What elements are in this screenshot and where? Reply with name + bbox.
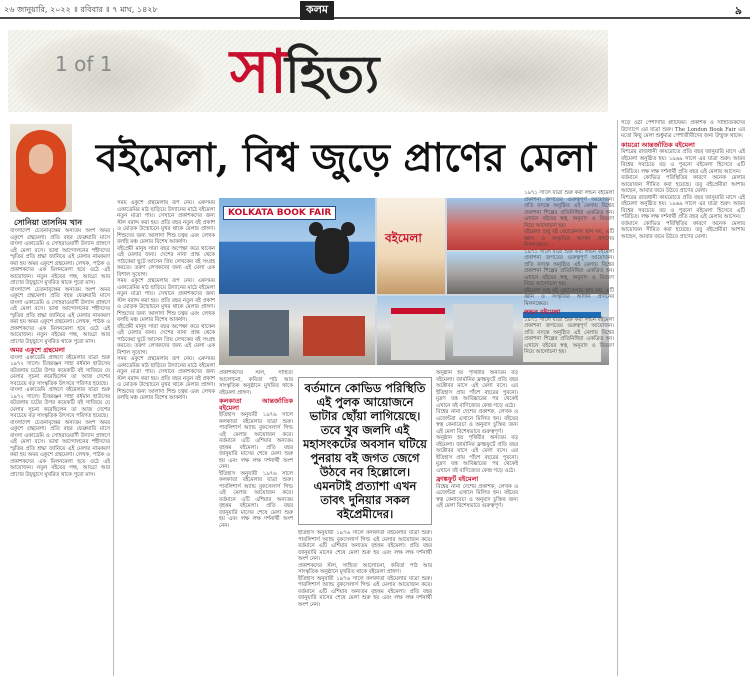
- author-photo: [10, 124, 72, 212]
- column-text: বর্তমানে কোভিড পরিস্থিতির কারণে অনেক মেলার আয়োজন সীমিত করা হয়েছে। তবু বইপ্রেমীরা আশায় আছেন, আবার জমে উঠবে প্রাণের মেলা।: [621, 175, 745, 194]
- column-text: বর্তমানে কোভিড পরিস্থিতির কারণে অনেক মেলার আয়োজন সীমিত করা হয়েছে। তবু বইপ্রেমীরা আশায় আছেন, আবার জমে উঠবে প্রাণের মেলা।: [621, 220, 745, 240]
- column-text: ১৯৭১ সালে যাত্রা শুরু করা লন্ডন বইমেলা প্রকাশনা জগতের গুরুত্বপূর্ণ আয়োজন। প্রতি বসন্তে অনুষ্ঠিত এই মেলায় বিশ্বের প্রকাশনা শিল্পের প্রতিনিধিরা একত্রিত হন। এখানে বইয়ের স্বত্ব, অনুবাদ ও বিতরণ নিয়ে আলোচনা হয়।: [524, 248, 614, 287]
- column-text: বইপ্রেমী মানুষ সারা বছর অপেক্ষা করে থাকেন এই মেলার জন্য। দেশের নানা প্রান্ত থেকে পাঠকেরা ছুটে আসেন প্রিয় লেখকের বই সংগ্রহ করতে। তরুণ লেখকদের জন্য এই মেলা এক বিশাল সুযোগ।: [117, 245, 215, 278]
- column-text: বাংলাদেশ চেতনাবৃক্ষের অন্যতম অংশ অমর একুশে গ্রন্থমেলা। প্রতি বছর ফেব্রুয়ারি মাসে বাংলা একাডেমি ও সোহরাওয়ার্দী উদ্যান প্রাঙ্গণে এই মেলা বসে। ভাষা আন্দোলনের শহীদদের স্মৃতির প্রতি শ্রদ্ধা জানিয়ে এই মেলার নামকরণ করা হয় অমর একুশে গ্রন্থমেলা। লেখক, পাঠক ও প্রকাশকদের এক মিলনমেলা হয়ে ওঠে এই আয়োজন। নতুন বইয়ের গন্ধ, আড্ডা আর প্রাণের উচ্ছ্বাসে মুখরিত থাকে পুরো মাস।: [10, 228, 110, 286]
- column-text: সময় একুশে গ্রন্থমেলায় রূপ নেয়। একসময় একাডেমির মাঠ ছাড়িয়ে উদ্যানের মাঠে বইমেলা নতুন মাত্রা পায়। সেখানে প্রকাশকদের জন্য স্টল বরাদ্দ করা হয়। প্রতি বছর নতুন বই প্রকাশ ও মোড়ক উন্মোচনে মুখর থাকে মেলার প্রাঙ্গণ। শিশুদের জন্য আলাদা শিশু চত্বর এবং লেখক বলছি মঞ্চ মেলার বিশেষ আকর্ষণ।: [117, 356, 215, 401]
- column-text: সময় একুশে গ্রন্থমেলায় রূপ নেয়। একসময় একাডেমির মাঠ ছাড়িয়ে উদ্যানের মাঠে বইমেলা নতুন মাত্রা পায়। সেখানে প্রকাশকদের জন্য স্টল বরাদ্দ করা হয়। প্রতি বছর নতুন বই প্রকাশ ও মোড়ক উন্মোচনে মুখর থাকে মেলার প্রাঙ্গণ। শিশুদের জন্য আলাদা শিশু চত্বর এবং লেখক বলছি মঞ্চ মেলার বিশেষ আকর্ষণ।: [117, 200, 215, 245]
- author-byline: সোনিয়া তাসনিম খান: [14, 218, 82, 227]
- column-text: বাংলা একাডেমি প্রাঙ্গণে বইমেলার যাত্রা শুরু ১৯৭২ সালে। চিত্তরঞ্জন সাহা বর্ধমান হাউসের বটতলায় চটের উপর কয়েকটি বই সাজিয়ে যে মেলার সূচনা করেছিলেন তা আজ দেশের সবচেয়ে বড় সাংস্কৃতিক উৎসবে পরিণত হয়েছে।: [10, 354, 110, 387]
- banner-art-right: [368, 30, 608, 112]
- newspaper-logo: কলম: [300, 1, 334, 20]
- newspaper-topbar: [0, 0, 750, 19]
- article-column-3: [219, 370, 293, 676]
- column-text: মিশরের রাজধানী কায়রোতে প্রতি বছর জানুয়ারি মাসে এই বইমেলা অনুষ্ঠিত হয়। ১৯৬৯ সালে এর যাত্রা শুরু। আরব বিশ্বের সবচেয়ে বড় ও পুরনো বইমেলা হিসেবে এটি পরিচিত। লক্ষ লক্ষ দর্শনার্থী প্রতি বছর এই মেলায় আসেন।: [621, 194, 745, 220]
- column-text: অনুষ্ঠান হয় পৃথিবীর অন্যতম বড় বইমেলা। জার্মানির ফ্রাঙ্কফুর্টে প্রতি বছর অক্টোবর মাসে এই মেলা বসে। এর ইতিহাস প্রায় পাঁচশ বছরের পুরনো। মুদ্রণ যন্ত্র আবিষ্কারের পর থেকেই এখানে বই বাণিজ্যের কেন্দ্র গড়ে ওঠে।: [436, 370, 518, 409]
- column-text: ইতিহাস অনুযায়ী ১৯৭৬ সালে কলকাতা বইমেলার যাত্রা শুরু। পাবলিশার্স অ্যান্ড বুকসেলার্স গিল্ড এই মেলার আয়োজন করে। বর্তমানে এটি এশিয়ার অন্যতম বৃহত্তম বইমেলা। প্রতি বছর জানুয়ারি মাসের শেষে মেলা শুরু হয় এবং লক্ষ লক্ষ দর্শনার্থী অংশ নেন।: [298, 530, 432, 562]
- section-title-rest: হিত্য: [285, 44, 378, 105]
- column-text: সময় একুশে গ্রন্থমেলায় রূপ নেয়। একসময় একাডেমির মাঠ ছাড়িয়ে উদ্যানের মাঠে বইমেলা নতুন মাত্রা পায়। সেখানে প্রকাশকদের জন্য স্টল বরাদ্দ করা হয়। প্রতি বছর নতুন বই প্রকাশ ও মোড়ক উন্মোচনে মুখর থাকে মেলার প্রাঙ্গণ। শিশুদের জন্য আলাদা শিশু চত্বর এবং লেখক বলছি মঞ্চ মেলার বিশেষ আকর্ষণ।: [117, 278, 215, 323]
- issue-date: ২৬ জানুয়ারি, ২০২২ ॥ রবিবার ॥ ৭ মাঘ, ১৪২৮: [4, 5, 158, 14]
- subhead-kolkata: কলকাতা আন্তর্জাতিক বইমেলা: [219, 397, 293, 412]
- mickey-figure: [315, 228, 349, 274]
- building-shape: [303, 316, 365, 356]
- column-text: বাংলা একাডেমি প্রাঙ্গণে বইমেলার যাত্রা শুরু ১৯৭২ সালে। চিত্তরঞ্জন সাহা বর্ধমান হাউসের বটতলায় চটের উপর কয়েকটি বই সাজিয়ে যে মেলার সূচনা করেছিলেন তা আজ দেশের সবচেয়ে বড় সাংস্কৃতিক উৎসবে পরিণত হয়েছে।: [10, 387, 110, 419]
- article-column-1: [10, 228, 110, 676]
- stall-shape: [391, 308, 445, 360]
- page-indicator: 1 of 1: [55, 52, 113, 76]
- column-text: প্রকাশকদের স্টল, সাহিত্য আলোচনা, কবিতা পাঠ আর সাংস্কৃতিক অনুষ্ঠানে মুখরিত থাকে বইমেলা প্রাঙ্গণ।: [219, 370, 293, 396]
- article-column-2: [117, 200, 215, 676]
- column-text: ইতিহাস অনুযায়ী ১৯৭৬ সালে কলকাতা বইমেলার যাত্রা শুরু। পাবলিশার্স অ্যান্ড বুকসেলার্স গিল্ড এই মেলার আয়োজন করে। বর্তমানে এটি এশিয়ার অন্যতম বৃহত্তম বইমেলা। প্রতি বছর জানুয়ারি মাসের শেষে মেলা শুরু হয় এবং লক্ষ লক্ষ দর্শনার্থী অংশ নেন।: [219, 412, 293, 470]
- column-text: বাংলাদেশ চেতনাবৃক্ষের অন্যতম অংশ অমর একুশে গ্রন্থমেলা। প্রতি বছর ফেব্রুয়ারি মাসে বাংলা একাডেমি ও সোহরাওয়ার্দী উদ্যান প্রাঙ্গণে এই মেলা বসে। ভাষা আন্দোলনের শহীদদের স্মৃতির প্রতি শ্রদ্ধা জানিয়ে এই মেলার নামকরণ করা হয় অমর একুশে গ্রন্থমেলা। লেখক, পাঠক ও প্রকাশকদের এক মিলনমেলা হয়ে ওঠে এই আয়োজন। নতুন বইয়ের গন্ধ, আড্ডা আর প্রাণের উচ্ছ্বাসে মুখরিত থাকে পুরো মাস।: [10, 286, 110, 345]
- column-text: মিশরের রাজধানী কায়রোতে প্রতি বছর জানুয়ারি মাসে এই বইমেলা অনুষ্ঠিত হয়। ১৯৬৯ সালে এর যাত্রা শুরু। আরব বিশ্বের সবচেয়ে বড় ও পুরনো বইমেলা হিসেবে এটি পরিচিত। লক্ষ লক্ষ দর্শনার্থী প্রতি বছর এই মেলায় আসেন।: [621, 149, 745, 175]
- subhead-frankfurt: ফ্রাঙ্কফুর্ট বইমেলা: [436, 475, 479, 483]
- subhead-amar-ekushe: অমর একুশে গ্রন্থমেলা: [10, 346, 65, 354]
- column-text: ১৯৭১ সালে যাত্রা শুরু করা লন্ডন বইমেলা প্রকাশনা জগতের গুরুত্বপূর্ণ আয়োজন। প্রতি বসন্তে অনুষ্ঠিত এই মেলায় বিশ্বের প্রকাশনা শিল্পের প্রতিনিধিরা একত্রিত হন। এখানে বইয়ের স্বত্ব, অনুবাদ ও বিতরণ নিয়ে আলোচনা হয়।: [524, 190, 614, 229]
- photo-kolkata-book-fair: [219, 198, 375, 294]
- page-number: ৯: [734, 4, 742, 17]
- column-text: ইতিহাস অনুযায়ী ১৯৭৬ সালে কলকাতা বইমেলার যাত্রা শুরু। পাবলিশার্স অ্যান্ড বুকসেলার্স গিল্ড এই মেলার আয়োজন করে। বর্তমানে এটি এশিয়ার অন্যতম বৃহত্তম বইমেলা। প্রতি বছর জানুয়ারি মাসের শেষে মেলা শুরু হয় এবং লক্ষ লক্ষ দর্শনার্থী অংশ নেন।: [219, 470, 293, 529]
- column-text: বইমেলা শুধু বই বেচাকেনার স্থান নয়, এটি জ্ঞান ও সংস্কৃতির আদান প্রদানের মিলনক্ষেত্র।: [524, 229, 614, 248]
- author-face: [29, 144, 53, 174]
- stall-shape: [453, 304, 513, 356]
- subhead-london: লন্ডন বইমেলা: [524, 308, 561, 316]
- headline: বইমেলা, বিশ্ব জুড়ে প্রাণের মেলা: [96, 135, 597, 181]
- column-text: অনুষ্ঠান হয় পৃথিবীর অন্যতম বড় বইমেলা। জার্মানির ফ্রাঙ্কফুর্টে প্রতি বছর অক্টোবর মাসে এই মেলা বসে। এর ইতিহাস প্রায় পাঁচশ বছরের পুরনো। মুদ্রণ যন্ত্র আবিষ্কারের পর থেকেই এখানে বই বাণিজ্যের কেন্দ্র গড়ে ওঠে।: [436, 435, 518, 474]
- fair-banner-text: KOLKATA BOOK FAIR: [223, 206, 336, 220]
- column-text: বিশ্বের নানা দেশের প্রকাশক, লেখক ও এজেন্টরা এখানে মিলিত হন। বইয়ের স্বত্ব কেনাবেচা ও অনুবাদ চুক্তির জন্য এই মেলা বিশেষভাবে গুরুত্বপূর্ণ।: [436, 409, 518, 435]
- photo-boimela-sign: [377, 198, 445, 294]
- column-divider: [617, 120, 618, 676]
- column-text: ১৯৭১ সালে যাত্রা শুরু করা লন্ডন বইমেলা প্রকাশনা জগতের গুরুত্বপূর্ণ আয়োজন। প্রতি বসন্তে অনুষ্ঠিত এই মেলায় বিশ্বের প্রকাশনা শিল্পের প্রতিনিধিরা একত্রিত হন। এখানে বইয়ের স্বত্ব, অনুবাদ ও বিতরণ নিয়ে আলোচনা হয়।: [524, 316, 614, 355]
- photo-fair-buildings: [219, 296, 375, 365]
- building-shape: [229, 310, 289, 356]
- column-divider: [113, 228, 114, 676]
- article-column-4: [436, 370, 518, 676]
- article-column-5: [524, 190, 614, 676]
- subhead-kairo: কায়রো আন্তর্জাতিক বইমেলা: [621, 140, 695, 149]
- section-title: [230, 26, 377, 126]
- column-text: বাংলাদেশ চেতনাবৃক্ষের অন্যতম অংশ অমর একুশে গ্রন্থমেলা। প্রতি বছর ফেব্রুয়ারি মাসে বাংলা একাডেমি ও সোহরাওয়ার্দী উদ্যান প্রাঙ্গণে এই মেলা বসে। ভাষা আন্দোলনের শহীদদের স্মৃতির প্রতি শ্রদ্ধা জানিয়ে এই মেলার নামকরণ করা হয় অমর একুশে গ্রন্থমেলা। লেখক, পাঠক ও প্রকাশকদের এক মিলনমেলা হয়ে ওঠে এই আয়োজন। নতুন বইয়ের গন্ধ, আড্ডা আর প্রাণের উচ্ছ্বাসে মুখরিত থাকে পুরো মাস।: [10, 419, 110, 478]
- boimela-sign-text: বইমেলা: [385, 231, 422, 245]
- column-text: ইতিহাস অনুযায়ী ১৯৭৬ সালে কলকাতা বইমেলার যাত্রা শুরু। পাবলিশার্স অ্যান্ড বুকসেলার্স গিল্ড এই মেলার আয়োজন করে। বর্তমানে এটি এশিয়ার অন্যতম বৃহত্তম বইমেলা। প্রতি বছর জানুয়ারি মাসের শেষে মেলা শুরু হয় এবং লক্ষ লক্ষ দর্শনার্থী অংশ নেন।: [298, 575, 432, 608]
- column-text: বইমেলা শুধু বই বেচাকেনার স্থান নয়, এটি জ্ঞান ও সংস্কৃতির আদান প্রদানের মিলনক্ষেত্র।: [524, 287, 614, 307]
- column-text: বইপ্রেমী মানুষ সারা বছর অপেক্ষা করে থাকেন এই মেলার জন্য। দেশের নানা প্রান্ত থেকে পাঠকেরা ছুটে আসেন প্রিয় লেখকের বই সংগ্রহ করতে। তরুণ লেখকদের জন্য এই মেলা এক বিশাল সুযোগ।: [117, 323, 215, 356]
- column-text: বিশ্বের নানা দেশের প্রকাশক, লেখক ও এজেন্টরা এখানে মিলিত হন। বইয়ের স্বত্ব কেনাবেচা ও অনুবাদ চুক্তির জন্য এই মেলা বিশেষভাবে গুরুত্বপূর্ণ।: [436, 483, 518, 509]
- column-text: গড়ে ওঠা পেশাদারি প্ল্যাটফর্ম। প্রকাশক ও সাহিত্যিকদের উদ্যোগে এর যাত্রা শুরু। The London Book Fair এর মতো কিছু মেলা শুধুমাত্র পেশাজীবীদের জন্য উন্মুক্ত থাকে।: [621, 120, 745, 139]
- article-column-3b: [298, 530, 432, 676]
- article-column-6: [621, 120, 745, 676]
- section-title-red: সা: [230, 37, 286, 107]
- pull-quote: বর্তমানে কোভিড পরিস্থিতি এই পুলক আয়োজনে ভাটার ছোঁয়া লাগিয়েছে। তবে খুব জলদি এই মহাসংকটের অবসান ঘটিয়ে পুনরায় বই জগত জেগে উঠবে নব হিল্লোলে। এমনটাই প্রত্যাশা এখন তাবৎ দুনিয়ার সকল বইপ্রেমীদের।: [298, 377, 432, 525]
- column-text: প্রকাশকদের স্টল, সাহিত্য আলোচনা, কবিতা পাঠ আর সাংস্কৃতিক অনুষ্ঠানে মুখরিত থাকে বইমেলা প্রাঙ্গণ।: [298, 562, 432, 575]
